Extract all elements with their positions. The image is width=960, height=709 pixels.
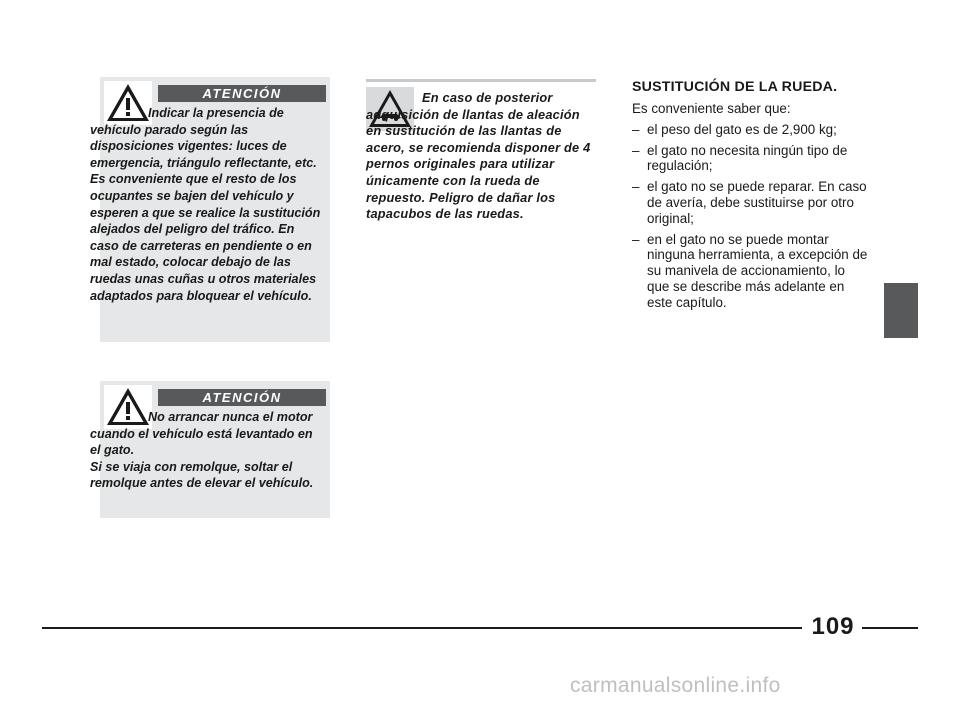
warning-banner: ATENCIÓN bbox=[158, 85, 326, 102]
list-item: – el gato no se puede reparar. En caso de avería, debe sustituirse por otro original; bbox=[632, 179, 867, 226]
section-wheel-replacement bbox=[632, 79, 868, 316]
warning-text-line2: Si se viaja con remolque, soltar el remolque antes de elevar el vehículo. bbox=[90, 459, 314, 491]
warning-text: Indicar la presencia de vehículo parado según las disposiciones vigentes: luces de emergencia, triángulo reflectante, etc. Es conveniente que el resto de los ocupantes se bajen del vehículo y esperen a que se realice la sustitución alejados del peligro del tráfico. En caso de carreteras en pendiente o en mal estado, colocar debajo de las ruedas unas cuñas u otros materiales adaptados para bloquear el vehículo. bbox=[90, 106, 321, 303]
warning-box-presence bbox=[90, 77, 330, 342]
chapter-tab bbox=[884, 283, 918, 338]
note-alloy-wheels bbox=[366, 79, 596, 222]
warning-banner: ATENCIÓN bbox=[158, 389, 326, 406]
note-rule bbox=[366, 79, 596, 82]
list-item: – en el gato no se puede montar ninguna herramienta, a excepción de su manivela de accionamiento, lo que se describe más adelante en este capítulo. bbox=[632, 231, 868, 310]
section-title: SUSTITUCIÓN DE LA RUEDA. bbox=[632, 79, 838, 95]
dash: – bbox=[632, 231, 640, 247]
page-number: 109 bbox=[811, 613, 855, 640]
warning-box-engine bbox=[90, 381, 330, 518]
section-list bbox=[632, 122, 868, 311]
footer-rule-right bbox=[862, 627, 918, 629]
note-text: En caso de posterior adquisición de llantas de aleación en sustitución de las llantas de acero, se recomienda disponer de 4 pernos originales para utilizar únicamente con la rueda de repuesto. Peligro de dañar los tapacubos de las ruedas. bbox=[366, 90, 591, 222]
list-item: – el peso del gato es de 2,900 kg; bbox=[632, 121, 837, 137]
footer-rule-left bbox=[42, 627, 802, 629]
dash: – bbox=[632, 179, 640, 195]
list-item: – el gato no necesita ningún tipo de regulación; bbox=[632, 142, 848, 174]
warning-text-line1: No arrancar nunca el motor cuando el vehículo está levantado en el gato. bbox=[90, 410, 313, 458]
section-intro: Es conveniente saber que: bbox=[632, 101, 791, 116]
dash: – bbox=[632, 121, 640, 137]
dash: – bbox=[632, 142, 640, 158]
watermark: carmanualsonline.info bbox=[570, 674, 781, 697]
warning-text bbox=[90, 409, 322, 492]
